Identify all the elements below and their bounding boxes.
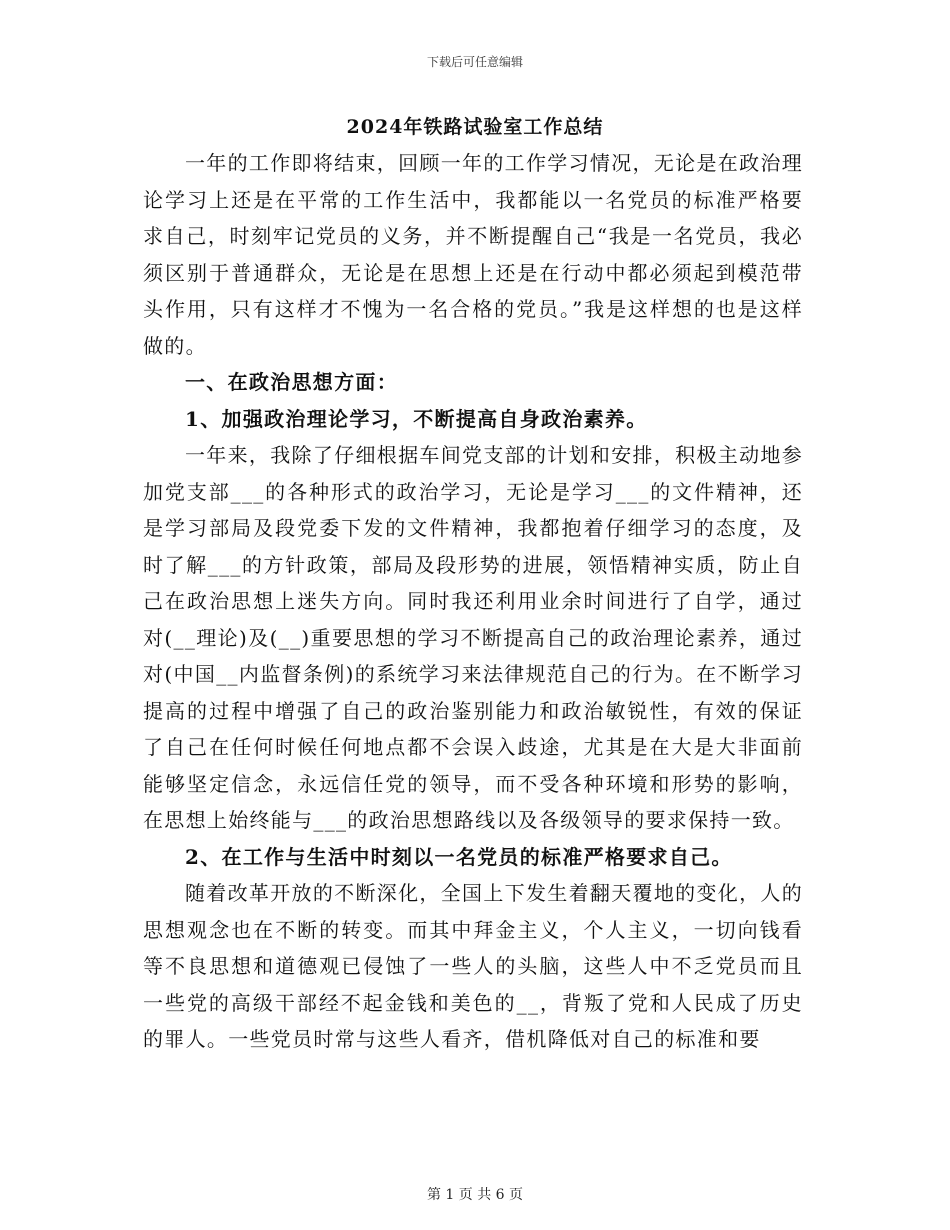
section-heading-political: 一、在政治思想方面： <box>185 370 398 394</box>
subsection-heading-2: 2、在工作与生活中时刻以一名党员的标准严格要求自己。 <box>185 844 733 869</box>
document-body <box>143 145 803 1058</box>
document-title: 2024年铁路试验室工作总结 <box>346 116 604 138</box>
subsection-heading-1: 1、加强政治理论学习，不断提高自身政治素养。 <box>185 406 648 431</box>
page-header-note: 下载后可任意编辑 <box>426 55 523 69</box>
intro-paragraph: 一年的工作即将结束，回顾一年的工作学习情况，无论是在政治理论学习上还是在平常的工作生活中，我都能以一名党员的标准严格要求自己，时刻牢记党员的义务，并不断提醒自己“我是一名党员，我必须区别于普通群众，无论是在思想上还是在行动中都必须起到模范带头作用，只有这样才不愧为一名合格的党员。”我是这样想的也是这样做的。 <box>143 151 803 358</box>
conduct-paragraph: 随着改革开放的不断深化，全国上下发生着翻天覆地的变化，人的思想观念也在不断的转变。而其中拜金主义，个人主义，一切向钱看等不良思想和道德观已侵蚀了一些人的头脑，这些人中不乏党员而且一些党的高级干部经不起金钱和美色的__，背叛了党和人民成了历史的罪人。一些党员时常与这些人看齐，借机降低对自己的标准和要 <box>143 881 803 1051</box>
page-number: 第 1 页 共 6 页 <box>426 1187 524 1203</box>
study-paragraph: 一年来，我除了仔细根据车间党支部的计划和安排，积极主动地参加党支部___的各种形式的政治学习，无论是学习___的文件精神，还是学习部局及段党委下发的文件精神，我都抱着仔细学习的态度，及时了解___的方针政策，部局及段形势的进展，领悟精神实质，防止自己在政治思想上迷失方向。同时我还利用业余时间进行了自学，通过对(__理论)及(__)重要思想的学习不断提高自己的政治理论素养，通过对(中国__内监督条例)的系统学习来法律规范自己的行为。在不断学习提高的过程中增强了自己的政治鉴别能力和政治敏锐性，有效的保证了自己在任何时候任何地点都不会误入歧途，尤其是在大是大非面前能够坚定信念，永远信任党的领导，而不受各种环境和形势的影响，在思想上始终能与___的政治思想路线以及各级领导的要求保持一致。 <box>143 443 803 832</box>
